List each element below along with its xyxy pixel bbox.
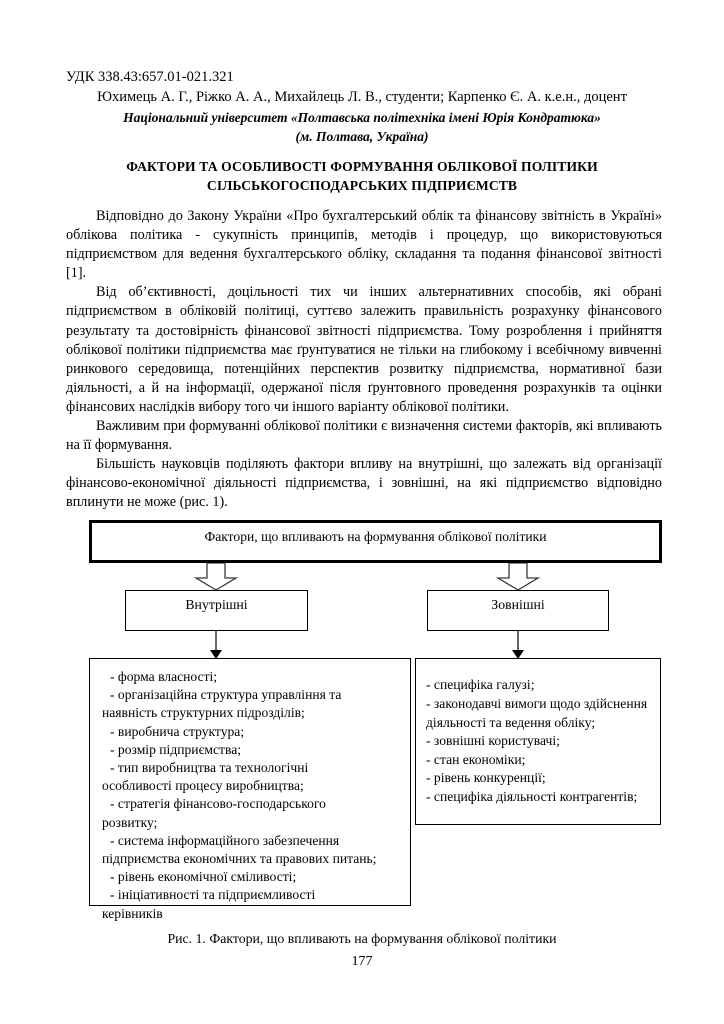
- list-item: - виробнича структура;: [110, 723, 245, 739]
- list-item: - рівень економічної сміливості;: [110, 869, 297, 885]
- diagram-branch-internal-box: [125, 590, 308, 631]
- list-item: - рівень конкуренції;: [426, 770, 546, 786]
- list-item: - ініціативності та підприємливості: [110, 887, 316, 903]
- external-factors-box: [415, 658, 661, 825]
- list-item: - форма власності;: [110, 669, 218, 684]
- udk-code: УДК 338.43:657.01-021.321: [66, 69, 234, 85]
- diagram-root-box: [89, 520, 662, 563]
- list-item: підприємства економічних та правових питань;: [102, 851, 377, 867]
- list-item: діяльності та ведення обліку;: [426, 714, 596, 730]
- list-item: розвитку;: [102, 814, 158, 830]
- article-body: [66, 207, 662, 513]
- list-item: - тип виробництва та технологічні: [110, 760, 309, 776]
- paragraph-4: Більшість науковців поділяють фактори впливу на внутрішні, що залежать від організації фінансово-економічної діяльності підприємства, і зовнішні, на які підприємство відповідно вплинути не може (рис. 1).: [66, 456, 662, 511]
- list-item: особливості процесу виробництва;: [102, 778, 304, 794]
- paragraph-2: Від об’єктивності, доцільності тих чи інших альтернативних способів, які обрані підприємством в обліковій політиці, суттєво залежить правильність розрахунку фінансового результату та достовірність фінансової звітності підприємства. Тому розроблення і прийняття облікової політики підприємства має ґрунтуватися не тільки на глибокому і всебічному вивченні ринкового середовища, потенційних перспектив розвитку підприємства, нормативної бази діяльності, а й на інформації, одержаної після ґрунтовного проведення розрахунків та оцінки фінансових наслідків вибору того чи іншого варіанту облікової політики.: [66, 284, 662, 415]
- list-item: - зовнішні користувачі;: [426, 733, 560, 749]
- internal-factors-box: [89, 658, 411, 921]
- affiliation-line: Національний університет «Полтавська політехніка імені Юрія Кондратюка»: [123, 110, 601, 125]
- diagram-branch-external-label: Зовнішні: [491, 597, 545, 612]
- list-item: - специфіка діяльності контрагентів;: [426, 788, 638, 804]
- list-item: - організаційна структура управління та: [110, 687, 342, 703]
- paragraph-3: Важливим при формуванні облікової політики є визначення системи факторів, які впливають на її формування.: [66, 418, 662, 454]
- list-item: - розмір підприємства;: [110, 741, 242, 757]
- page-number: 177: [351, 953, 373, 968]
- list-item: - система інформаційного забезпечення: [110, 832, 340, 848]
- diagram-root-label: Фактори, що впливають на формування облікової політики: [204, 529, 547, 544]
- list-item: керівників: [102, 905, 163, 921]
- list-item: - законодавчі вимоги щодо здійснення: [426, 696, 648, 712]
- page-title: ФАКТОРИ ТА ОСОБЛИВОСТІ ФОРМУВАННЯ ОБЛІКОВОЇ ПОЛІТИКИ СІЛЬСЬКОГОСПОДАРСЬКИХ ПІДПРИЄМСТВ: [126, 159, 598, 193]
- city-line: (м. Полтава, Україна): [295, 129, 429, 144]
- diagram-branch-internal-label: Внутрішні: [185, 597, 248, 612]
- arrow-to-internal: [196, 563, 236, 590]
- diagram-branch-external-box: [427, 590, 609, 631]
- authors-line: Юхимець А. Г., Ріжко А. А., Михайлець Л. В., студенти; Карпенко Є. А. к.е.н., доцент: [97, 89, 627, 105]
- arrow-to-external: [498, 563, 538, 590]
- paragraph-1: Відповідно до Закону України «Про бухгалтерський облік та фінансову звітність в Україні» облікова політика - сукупність принципів, методів і процедур, що використовуються підприємством для ведення бухгалтерського обліку, складання та подання фінансової звітності [1].: [66, 208, 662, 282]
- list-item: - стратегія фінансово-господарського: [110, 796, 326, 812]
- figure-caption: Рис. 1. Фактори, що впливають на формування облікової політики: [167, 931, 557, 946]
- list-item: наявність структурних підрозділів;: [102, 705, 305, 721]
- list-item: - специфіка галузі;: [426, 677, 535, 693]
- list-item: - стан економіки;: [426, 751, 526, 767]
